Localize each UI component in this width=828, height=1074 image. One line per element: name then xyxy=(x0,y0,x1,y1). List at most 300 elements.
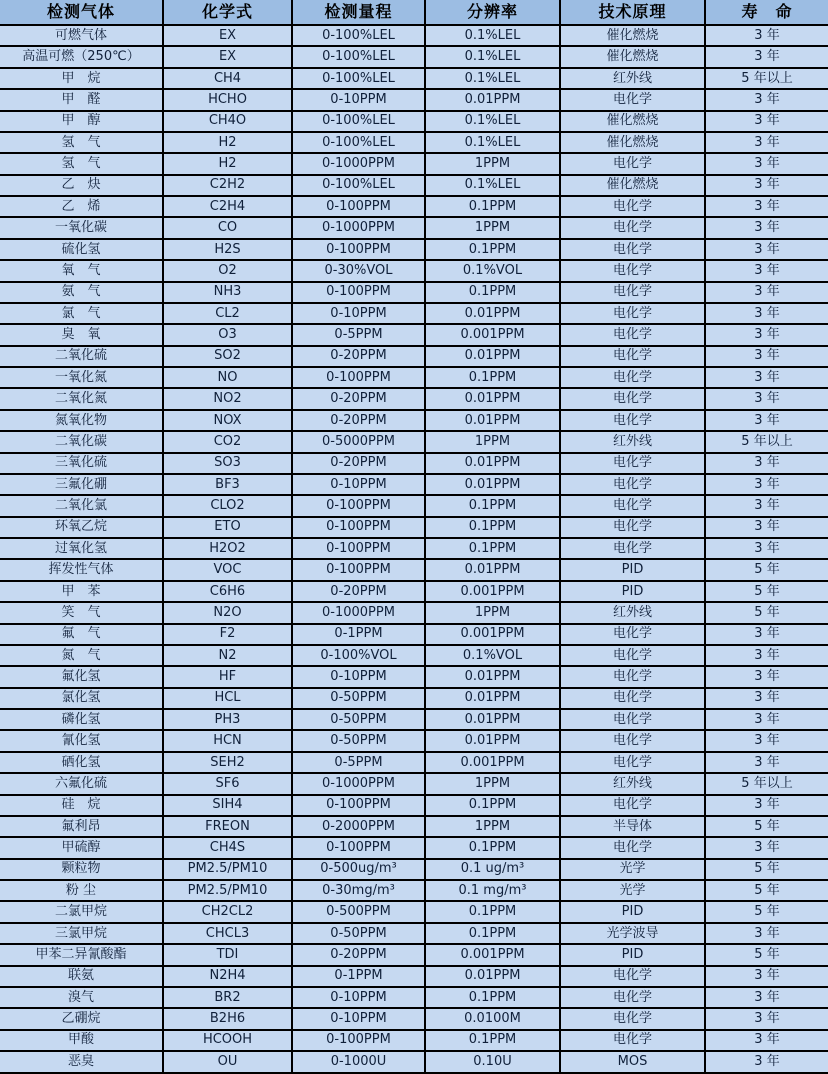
cell-range: 0-500ug/m³ xyxy=(292,859,425,880)
cell-gas: 氟 气 xyxy=(0,624,163,645)
cell-principle: 电化学 xyxy=(560,517,705,538)
cell-range: 0-100%LEL xyxy=(292,46,425,67)
cell-resolution: 0.01PPM xyxy=(425,410,560,431)
cell-formula: SIH4 xyxy=(163,795,292,816)
cell-gas: 三氯甲烷 xyxy=(0,923,163,944)
cell-range: 0-1000PPM xyxy=(292,153,425,174)
cell-principle: 电化学 xyxy=(560,624,705,645)
header-row xyxy=(0,0,828,25)
table-row xyxy=(0,474,828,495)
table-row xyxy=(0,367,828,388)
cell-principle: 电化学 xyxy=(560,346,705,367)
cell-resolution: 0.1%LEL xyxy=(425,46,560,67)
cell-range: 0-50PPM xyxy=(292,688,425,709)
cell-gas: 甲硫醇 xyxy=(0,837,163,858)
cell-range: 0-100PPM xyxy=(292,196,425,217)
cell-range: 0-30mg/m³ xyxy=(292,880,425,901)
cell-formula: CO xyxy=(163,217,292,238)
table-row xyxy=(0,239,828,260)
cell-principle: 电化学 xyxy=(560,367,705,388)
cell-lifespan: 3 年 xyxy=(705,645,828,666)
cell-lifespan: 3 年 xyxy=(705,111,828,132)
cell-lifespan: 3 年 xyxy=(705,175,828,196)
cell-gas: 三氧化硫 xyxy=(0,453,163,474)
cell-range: 0-100PPM xyxy=(292,837,425,858)
cell-formula: C2H2 xyxy=(163,175,292,196)
cell-principle: 电化学 xyxy=(560,1008,705,1029)
cell-resolution: 0.1%VOL xyxy=(425,260,560,281)
cell-resolution: 1PPM xyxy=(425,773,560,794)
cell-formula: VOC xyxy=(163,559,292,580)
cell-principle: 电化学 xyxy=(560,324,705,345)
cell-principle: 电化学 xyxy=(560,795,705,816)
cell-gas: 过氧化氢 xyxy=(0,538,163,559)
cell-principle: 电化学 xyxy=(560,1030,705,1051)
table-row xyxy=(0,559,828,580)
cell-resolution: 0.1PPM xyxy=(425,901,560,922)
table-row xyxy=(0,944,828,965)
cell-lifespan: 5 年以上 xyxy=(705,68,828,89)
cell-principle: 电化学 xyxy=(560,752,705,773)
cell-gas: 氯化氢 xyxy=(0,688,163,709)
cell-gas: 乙硼烷 xyxy=(0,1008,163,1029)
cell-resolution: 0.1PPM xyxy=(425,987,560,1008)
cell-resolution: 0.1PPM xyxy=(425,282,560,303)
cell-gas: 二氧化氮 xyxy=(0,388,163,409)
cell-principle: 电化学 xyxy=(560,709,705,730)
table-row xyxy=(0,602,828,623)
cell-lifespan: 3 年 xyxy=(705,260,828,281)
cell-principle: 催化燃烧 xyxy=(560,132,705,153)
table-row xyxy=(0,1030,828,1051)
cell-formula: SEH2 xyxy=(163,752,292,773)
cell-gas: 环氧乙烷 xyxy=(0,517,163,538)
cell-lifespan: 3 年 xyxy=(705,132,828,153)
cell-formula: CHCL3 xyxy=(163,923,292,944)
table-row xyxy=(0,645,828,666)
cell-resolution: 0.01PPM xyxy=(425,730,560,751)
cell-gas: 硫化氢 xyxy=(0,239,163,260)
cell-range: 0-5PPM xyxy=(292,752,425,773)
cell-lifespan: 3 年 xyxy=(705,1030,828,1051)
cell-lifespan: 3 年 xyxy=(705,495,828,516)
cell-gas: 高温可燃（250℃） xyxy=(0,46,163,67)
cell-gas: 挥发性气体 xyxy=(0,559,163,580)
table-row xyxy=(0,752,828,773)
cell-range: 0-1000PPM xyxy=(292,773,425,794)
cell-range: 0-100%LEL xyxy=(292,132,425,153)
cell-gas: 氮 气 xyxy=(0,645,163,666)
cell-formula: H2S xyxy=(163,239,292,260)
cell-formula: CH4O xyxy=(163,111,292,132)
cell-resolution: 0.01PPM xyxy=(425,303,560,324)
cell-lifespan: 3 年 xyxy=(705,324,828,345)
table-row xyxy=(0,46,828,67)
cell-resolution: 0.1%LEL xyxy=(425,68,560,89)
table-row xyxy=(0,581,828,602)
cell-principle: 红外线 xyxy=(560,602,705,623)
cell-principle: 红外线 xyxy=(560,68,705,89)
cell-resolution: 0.01PPM xyxy=(425,346,560,367)
table-row xyxy=(0,431,828,452)
cell-principle: 电化学 xyxy=(560,645,705,666)
table-row xyxy=(0,495,828,516)
cell-resolution: 0.1%LEL xyxy=(425,175,560,196)
cell-formula: PM2.5/PM10 xyxy=(163,880,292,901)
cell-formula: NH3 xyxy=(163,282,292,303)
cell-resolution: 0.1 mg/m³ xyxy=(425,880,560,901)
cell-formula: ETO xyxy=(163,517,292,538)
column-header-gas: 检测气体 xyxy=(0,0,163,25)
cell-principle: 电化学 xyxy=(560,730,705,751)
cell-principle: 光学 xyxy=(560,859,705,880)
cell-lifespan: 5 年 xyxy=(705,602,828,623)
cell-gas: 氧 气 xyxy=(0,260,163,281)
table-row xyxy=(0,666,828,687)
cell-lifespan: 5 年 xyxy=(705,880,828,901)
cell-principle: 红外线 xyxy=(560,431,705,452)
cell-resolution: 0.1PPM xyxy=(425,538,560,559)
cell-principle: PID xyxy=(560,901,705,922)
cell-formula: F2 xyxy=(163,624,292,645)
cell-resolution: 0.1PPM xyxy=(425,517,560,538)
table-row xyxy=(0,709,828,730)
cell-principle: 电化学 xyxy=(560,239,705,260)
cell-principle: 电化学 xyxy=(560,282,705,303)
cell-range: 0-50PPM xyxy=(292,730,425,751)
cell-principle: 红外线 xyxy=(560,773,705,794)
cell-gas: 可燃气体 xyxy=(0,25,163,46)
cell-range: 0-100PPM xyxy=(292,559,425,580)
cell-principle: 电化学 xyxy=(560,966,705,987)
cell-formula: H2 xyxy=(163,153,292,174)
table-row xyxy=(0,410,828,431)
cell-resolution: 0.1 ug/m³ xyxy=(425,859,560,880)
table-body xyxy=(0,25,828,1073)
cell-formula: SO2 xyxy=(163,346,292,367)
cell-lifespan: 3 年 xyxy=(705,1051,828,1073)
cell-formula: TDI xyxy=(163,944,292,965)
cell-principle: 电化学 xyxy=(560,666,705,687)
cell-resolution: 0.1%LEL xyxy=(425,111,560,132)
cell-lifespan: 5 年 xyxy=(705,859,828,880)
table-row xyxy=(0,966,828,987)
cell-lifespan: 5 年以上 xyxy=(705,431,828,452)
cell-gas: 三氟化硼 xyxy=(0,474,163,495)
cell-lifespan: 3 年 xyxy=(705,153,828,174)
table-row xyxy=(0,132,828,153)
cell-formula: B2H6 xyxy=(163,1008,292,1029)
cell-resolution: 0.01PPM xyxy=(425,688,560,709)
cell-gas: 一氧化碳 xyxy=(0,217,163,238)
cell-range: 0-30%VOL xyxy=(292,260,425,281)
cell-principle: 催化燃烧 xyxy=(560,46,705,67)
cell-lifespan: 3 年 xyxy=(705,46,828,67)
cell-lifespan: 3 年 xyxy=(705,474,828,495)
cell-principle: 电化学 xyxy=(560,260,705,281)
cell-principle: 电化学 xyxy=(560,987,705,1008)
cell-range: 0-50PPM xyxy=(292,709,425,730)
table-row xyxy=(0,1008,828,1029)
cell-gas: 二氧化氯 xyxy=(0,495,163,516)
cell-range: 0-100PPM xyxy=(292,282,425,303)
cell-principle: 电化学 xyxy=(560,474,705,495)
table-row xyxy=(0,688,828,709)
cell-gas: 溴气 xyxy=(0,987,163,1008)
cell-gas: 恶臭 xyxy=(0,1051,163,1073)
cell-lifespan: 3 年 xyxy=(705,966,828,987)
cell-principle: PID xyxy=(560,944,705,965)
cell-range: 0-1PPM xyxy=(292,624,425,645)
table-row xyxy=(0,773,828,794)
table-row xyxy=(0,880,828,901)
cell-lifespan: 5 年 xyxy=(705,581,828,602)
cell-range: 0-1PPM xyxy=(292,966,425,987)
cell-gas: 二氧化硫 xyxy=(0,346,163,367)
table-row xyxy=(0,795,828,816)
cell-formula: CO2 xyxy=(163,431,292,452)
cell-formula: CL2 xyxy=(163,303,292,324)
cell-formula: BR2 xyxy=(163,987,292,1008)
cell-formula: HCN xyxy=(163,730,292,751)
table-row xyxy=(0,538,828,559)
cell-range: 0-10PPM xyxy=(292,303,425,324)
cell-gas: 氮氧化物 xyxy=(0,410,163,431)
cell-gas: 甲 醇 xyxy=(0,111,163,132)
table-row xyxy=(0,153,828,174)
cell-gas: 氟化氢 xyxy=(0,666,163,687)
cell-range: 0-100%LEL xyxy=(292,25,425,46)
cell-resolution: 0.1PPM xyxy=(425,239,560,260)
cell-range: 0-100PPM xyxy=(292,495,425,516)
cell-formula: N2O xyxy=(163,602,292,623)
cell-lifespan: 3 年 xyxy=(705,367,828,388)
cell-principle: 电化学 xyxy=(560,837,705,858)
cell-resolution: 1PPM xyxy=(425,602,560,623)
cell-range: 0-100PPM xyxy=(292,1030,425,1051)
cell-resolution: 0.10U xyxy=(425,1051,560,1073)
cell-principle: MOS xyxy=(560,1051,705,1073)
cell-lifespan: 3 年 xyxy=(705,517,828,538)
cell-range: 0-100%LEL xyxy=(292,68,425,89)
cell-range: 0-10PPM xyxy=(292,1008,425,1029)
cell-resolution: 0.001PPM xyxy=(425,581,560,602)
cell-formula: NO xyxy=(163,367,292,388)
cell-range: 0-10PPM xyxy=(292,987,425,1008)
cell-principle: PID xyxy=(560,581,705,602)
cell-principle: 电化学 xyxy=(560,538,705,559)
cell-gas: 联氨 xyxy=(0,966,163,987)
cell-range: 0-1000U xyxy=(292,1051,425,1073)
cell-lifespan: 3 年 xyxy=(705,346,828,367)
cell-range: 0-20PPM xyxy=(292,346,425,367)
cell-resolution: 0.1PPM xyxy=(425,367,560,388)
cell-lifespan: 3 年 xyxy=(705,282,828,303)
cell-lifespan: 5 年 xyxy=(705,944,828,965)
cell-lifespan: 5 年 xyxy=(705,816,828,837)
table-row xyxy=(0,987,828,1008)
cell-gas: 氨 气 xyxy=(0,282,163,303)
cell-gas: 六氟化硫 xyxy=(0,773,163,794)
cell-gas: 二氯甲烷 xyxy=(0,901,163,922)
cell-gas: 乙 烯 xyxy=(0,196,163,217)
cell-principle: 光学 xyxy=(560,880,705,901)
cell-gas: 氟利昂 xyxy=(0,816,163,837)
column-header-range: 检测量程 xyxy=(292,0,425,25)
cell-formula: CLO2 xyxy=(163,495,292,516)
cell-lifespan: 3 年 xyxy=(705,303,828,324)
cell-principle: 光学波导 xyxy=(560,923,705,944)
cell-lifespan: 3 年 xyxy=(705,453,828,474)
cell-resolution: 0.1PPM xyxy=(425,196,560,217)
cell-range: 0-1000PPM xyxy=(292,217,425,238)
cell-range: 0-20PPM xyxy=(292,453,425,474)
cell-formula: C2H4 xyxy=(163,196,292,217)
table-row xyxy=(0,453,828,474)
cell-principle: 催化燃烧 xyxy=(560,175,705,196)
cell-range: 0-100PPM xyxy=(292,367,425,388)
cell-range: 0-5PPM xyxy=(292,324,425,345)
cell-formula: FREON xyxy=(163,816,292,837)
table-row xyxy=(0,624,828,645)
cell-principle: 电化学 xyxy=(560,196,705,217)
cell-lifespan: 3 年 xyxy=(705,538,828,559)
cell-resolution: 0.01PPM xyxy=(425,453,560,474)
cell-range: 0-100PPM xyxy=(292,517,425,538)
cell-gas: 氯 气 xyxy=(0,303,163,324)
cell-lifespan: 3 年 xyxy=(705,217,828,238)
cell-range: 0-100%VOL xyxy=(292,645,425,666)
cell-formula: OU xyxy=(163,1051,292,1073)
cell-lifespan: 5 年以上 xyxy=(705,773,828,794)
cell-range: 0-500PPM xyxy=(292,901,425,922)
cell-gas: 硅 烷 xyxy=(0,795,163,816)
cell-resolution: 0.01PPM xyxy=(425,89,560,110)
cell-resolution: 0.01PPM xyxy=(425,474,560,495)
cell-resolution: 0.0100M xyxy=(425,1008,560,1029)
cell-gas: 乙 炔 xyxy=(0,175,163,196)
table-row xyxy=(0,68,828,89)
cell-formula: HCOOH xyxy=(163,1030,292,1051)
cell-resolution: 0.1PPM xyxy=(425,837,560,858)
cell-range: 0-10PPM xyxy=(292,666,425,687)
column-header-principle: 技术原理 xyxy=(560,0,705,25)
cell-gas: 甲 苯 xyxy=(0,581,163,602)
cell-lifespan: 5 年 xyxy=(705,559,828,580)
table-header xyxy=(0,0,828,25)
cell-gas: 甲 醛 xyxy=(0,89,163,110)
cell-resolution: 0.1PPM xyxy=(425,495,560,516)
cell-formula: PM2.5/PM10 xyxy=(163,859,292,880)
cell-lifespan: 3 年 xyxy=(705,987,828,1008)
cell-lifespan: 3 年 xyxy=(705,709,828,730)
cell-formula: H2O2 xyxy=(163,538,292,559)
cell-resolution: 0.001PPM xyxy=(425,944,560,965)
cell-range: 0-1000PPM xyxy=(292,602,425,623)
cell-range: 0-100PPM xyxy=(292,538,425,559)
cell-formula: HF xyxy=(163,666,292,687)
cell-formula: EX xyxy=(163,46,292,67)
cell-lifespan: 3 年 xyxy=(705,923,828,944)
cell-resolution: 1PPM xyxy=(425,217,560,238)
cell-resolution: 0.1PPM xyxy=(425,795,560,816)
cell-range: 0-100PPM xyxy=(292,239,425,260)
cell-formula: CH4S xyxy=(163,837,292,858)
cell-formula: C6H6 xyxy=(163,581,292,602)
cell-lifespan: 3 年 xyxy=(705,89,828,110)
cell-resolution: 0.1%LEL xyxy=(425,132,560,153)
cell-formula: CH4 xyxy=(163,68,292,89)
cell-principle: 催化燃烧 xyxy=(560,111,705,132)
cell-resolution: 0.01PPM xyxy=(425,966,560,987)
cell-formula: H2 xyxy=(163,132,292,153)
cell-principle: 电化学 xyxy=(560,303,705,324)
cell-range: 0-5000PPM xyxy=(292,431,425,452)
cell-lifespan: 5 年 xyxy=(705,901,828,922)
cell-gas: 氰化氢 xyxy=(0,730,163,751)
cell-range: 0-2000PPM xyxy=(292,816,425,837)
table-row xyxy=(0,1051,828,1073)
cell-principle: 电化学 xyxy=(560,153,705,174)
cell-resolution: 1PPM xyxy=(425,431,560,452)
cell-principle: 电化学 xyxy=(560,688,705,709)
cell-formula: SO3 xyxy=(163,453,292,474)
table-row xyxy=(0,517,828,538)
cell-lifespan: 3 年 xyxy=(705,1008,828,1029)
cell-resolution: 0.1%VOL xyxy=(425,645,560,666)
cell-gas: 甲酸 xyxy=(0,1030,163,1051)
cell-formula: EX xyxy=(163,25,292,46)
cell-resolution: 0.01PPM xyxy=(425,388,560,409)
cell-resolution: 0.01PPM xyxy=(425,709,560,730)
cell-formula: O2 xyxy=(163,260,292,281)
cell-resolution: 1PPM xyxy=(425,816,560,837)
table-row xyxy=(0,282,828,303)
cell-formula: HCL xyxy=(163,688,292,709)
cell-lifespan: 3 年 xyxy=(705,666,828,687)
cell-range: 0-10PPM xyxy=(292,474,425,495)
column-header-lifespan: 寿 命 xyxy=(705,0,828,25)
column-header-resolution: 分辨率 xyxy=(425,0,560,25)
cell-gas: 甲 烷 xyxy=(0,68,163,89)
cell-principle: 电化学 xyxy=(560,217,705,238)
cell-formula: HCHO xyxy=(163,89,292,110)
table-row xyxy=(0,217,828,238)
cell-formula: PH3 xyxy=(163,709,292,730)
cell-principle: 催化燃烧 xyxy=(560,25,705,46)
cell-lifespan: 3 年 xyxy=(705,25,828,46)
cell-lifespan: 3 年 xyxy=(705,795,828,816)
table-row xyxy=(0,859,828,880)
table-row xyxy=(0,837,828,858)
cell-gas: 粉 尘 xyxy=(0,880,163,901)
cell-gas: 一氧化氮 xyxy=(0,367,163,388)
cell-lifespan: 3 年 xyxy=(705,239,828,260)
table-row xyxy=(0,260,828,281)
cell-principle: 半导体 xyxy=(560,816,705,837)
cell-resolution: 0.01PPM xyxy=(425,666,560,687)
cell-range: 0-10PPM xyxy=(292,89,425,110)
table-row xyxy=(0,346,828,367)
table-row xyxy=(0,25,828,46)
cell-formula: N2 xyxy=(163,645,292,666)
table-row xyxy=(0,175,828,196)
cell-gas: 二氧化碳 xyxy=(0,431,163,452)
cell-lifespan: 3 年 xyxy=(705,752,828,773)
cell-range: 0-20PPM xyxy=(292,581,425,602)
cell-gas: 甲苯二异氰酸酯 xyxy=(0,944,163,965)
cell-formula: N2H4 xyxy=(163,966,292,987)
